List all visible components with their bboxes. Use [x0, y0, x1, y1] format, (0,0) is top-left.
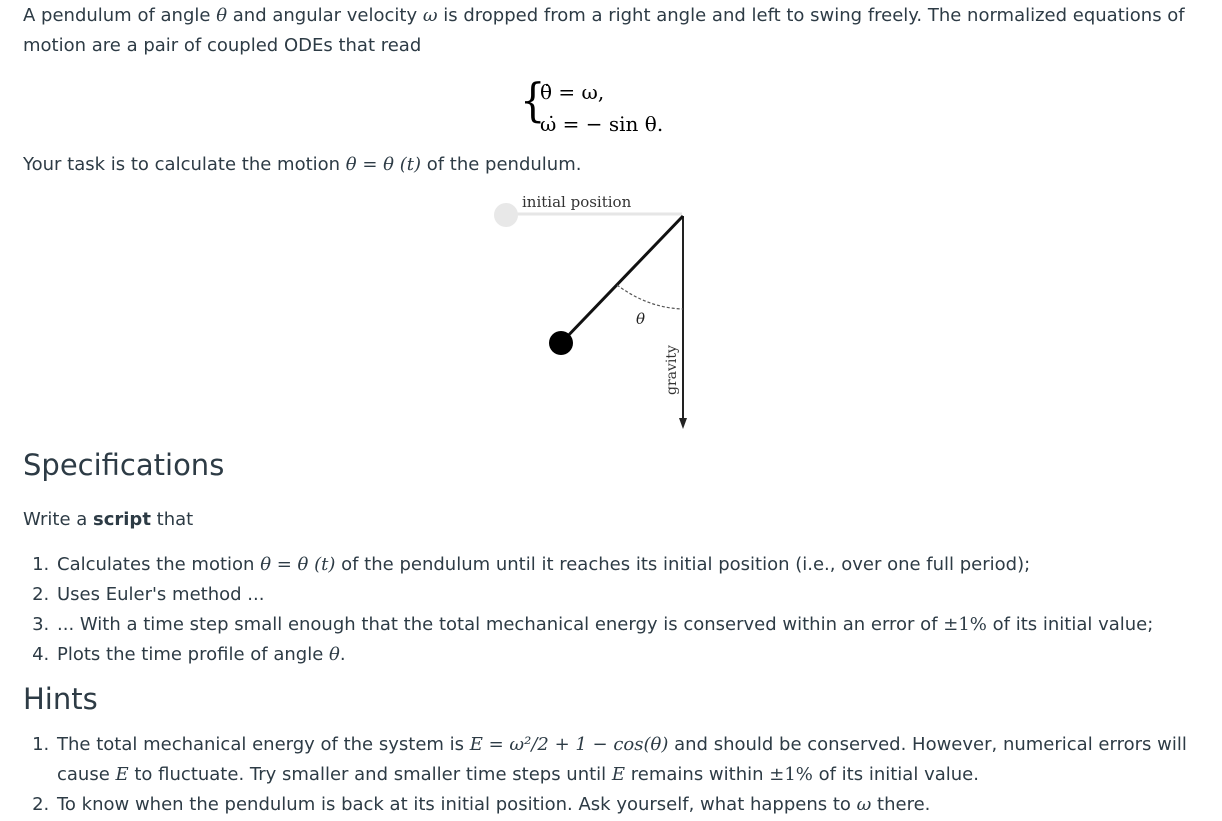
write-text-b: that [150, 509, 194, 530]
hint-1-text-b: and should be conserved. However, numerical errors will cause [57, 734, 1187, 785]
brace-symbol: { [520, 74, 546, 128]
initial-position-label: initial position [522, 193, 632, 211]
hint-1-text-e: of its initial value. [812, 764, 979, 785]
equation-line-2: ω̇ = − sin θ. [540, 112, 664, 136]
hint-1-text-a: The total mechanical energy of the system is [57, 734, 470, 755]
spec-item-3-text: ... With a time step small enough that the total mechanical energy is conserved within an error of [57, 614, 944, 635]
task-formula: θ = θ (t) [345, 154, 421, 175]
hints-list [23, 730, 1205, 820]
hint-2-omega: ω [856, 794, 872, 815]
gravity-arrowhead [679, 418, 687, 429]
hint-item-1 [55, 730, 1205, 790]
spec-item-4 [55, 640, 1205, 670]
equation-line-1: θ̇ = ω, [540, 80, 605, 104]
task-paragraph [23, 150, 581, 180]
spec-item-4-text-b: . [339, 644, 346, 665]
specifications-list [23, 550, 1205, 670]
omega-symbol: ω [422, 5, 438, 26]
spec-item-1-text-b: of the pendulum until it reaches its initial position (i.e., over one full period); [335, 554, 1031, 575]
spec-item-3-math: ±1% [943, 614, 987, 635]
intro-text-a: A pendulum of angle [23, 5, 217, 26]
pendulum-bob [549, 331, 573, 355]
spec-item-1-math: θ = θ (t) [260, 554, 336, 575]
hint-2-text-b: there. [871, 794, 931, 815]
spec-item-4-math: θ [329, 644, 340, 665]
write-paragraph [23, 505, 193, 535]
angle-arc [617, 285, 683, 309]
hint-1-energy-symbol-2: E [611, 764, 626, 785]
hint-1-text-d: remains within [625, 764, 770, 785]
hint-1-energy-formula: E = ω²/2 + 1 − cos(θ) [469, 734, 669, 755]
spec-item-1-text: Calculates the motion [57, 554, 261, 575]
pendulum-figure [480, 185, 710, 435]
hint-2-text-a: To know when the pendulum is back at its initial position. Ask yourself, what happens to [57, 794, 857, 815]
initial-bob [494, 203, 518, 227]
write-bold: script [93, 509, 151, 530]
intro-paragraph [23, 1, 1193, 61]
hint-1-tolerance: ±1% [769, 764, 813, 785]
angle-label: θ [636, 310, 646, 328]
theta-symbol: θ [216, 5, 228, 26]
hint-1-text-c: to fluctuate. Try smaller and smaller time steps until [128, 764, 612, 785]
task-text-b: of the pendulum. [420, 154, 582, 175]
write-text-a: Write a [23, 509, 93, 530]
task-text-a: Your task is to calculate the motion [23, 154, 346, 175]
spec-item-1 [55, 550, 1205, 580]
hint-1-energy-symbol: E [115, 764, 129, 785]
spec-item-2 [55, 580, 1205, 610]
pendulum-rod [562, 216, 683, 342]
spec-item-2-text: Uses Euler's method ... [57, 584, 265, 605]
intro-text-b: and angular velocity [227, 5, 423, 26]
hints-heading: Hints [23, 682, 98, 716]
specifications-heading: Specifications [23, 448, 225, 482]
intro-text-c: is dropped from a right angle and left to swing freely. The normalized equations of motion are a pair of coupled ODEs that read [23, 5, 1185, 56]
spec-item-4-text: Plots the time profile of angle [57, 644, 329, 665]
spec-item-3 [55, 610, 1205, 640]
spec-item-3-text-b: of its initial value; [986, 614, 1154, 635]
hint-item-2 [55, 790, 1205, 820]
gravity-label: gravity [664, 345, 680, 395]
